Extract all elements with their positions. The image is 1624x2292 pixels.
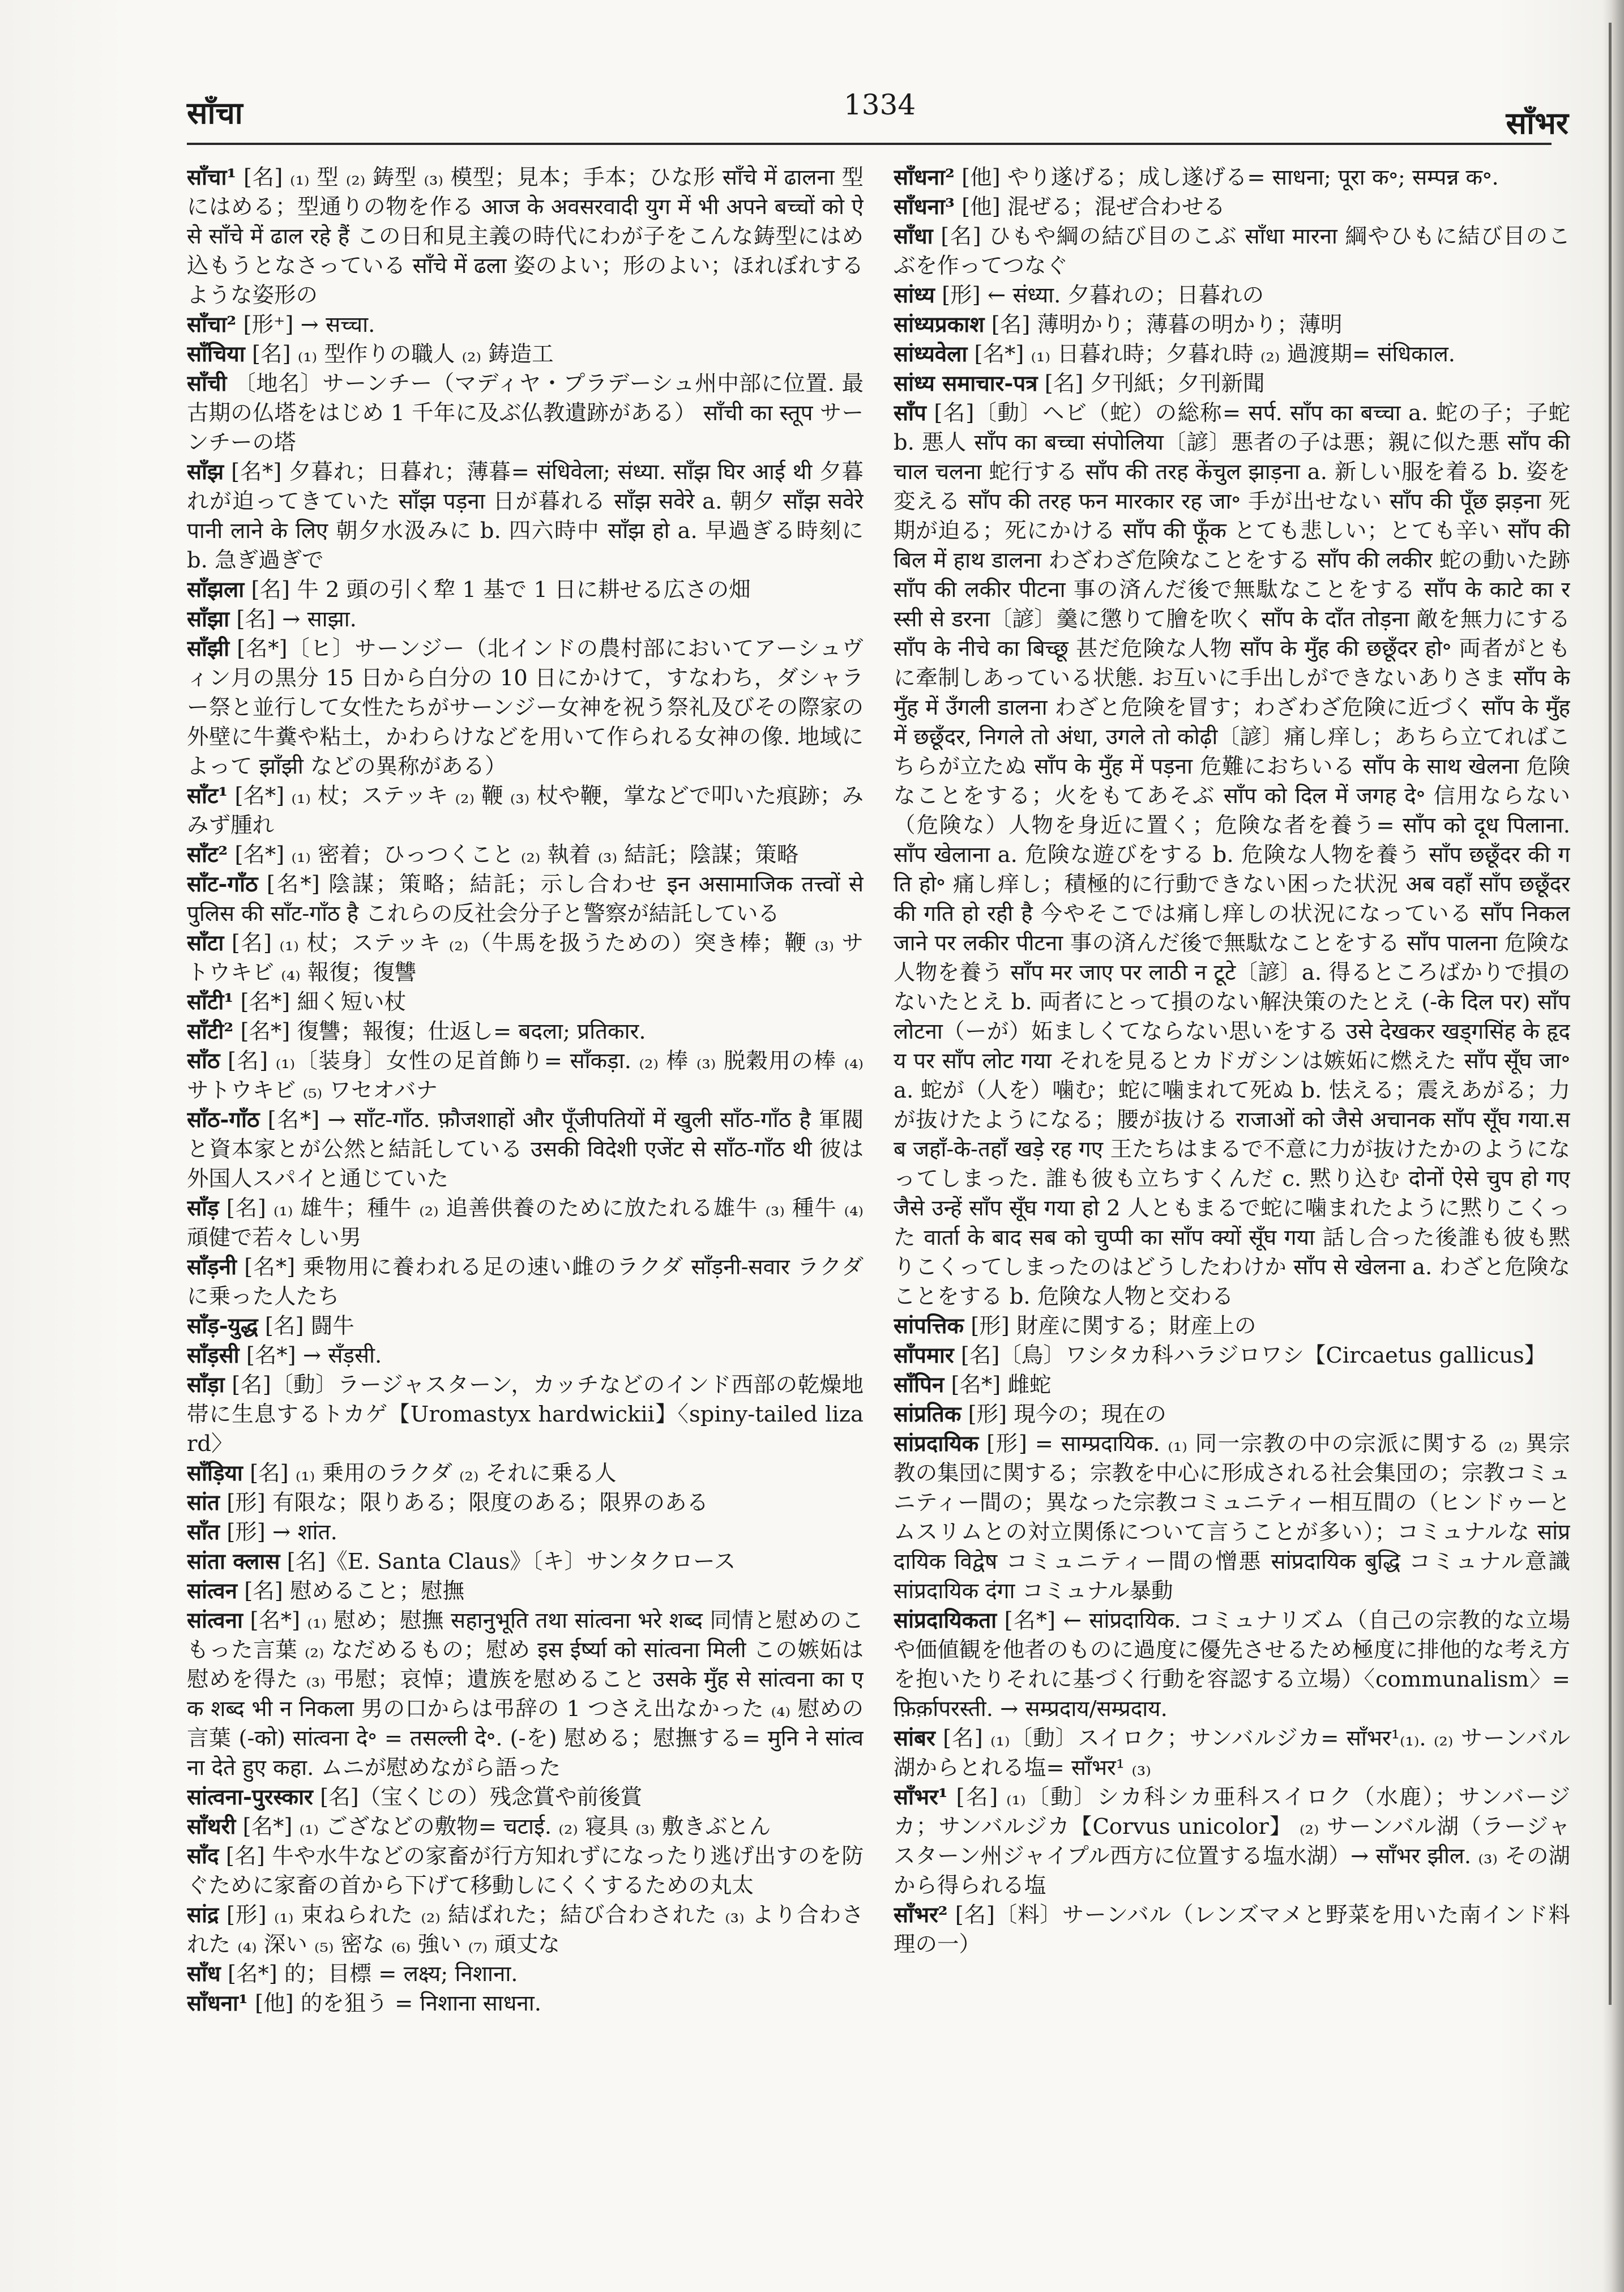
dictionary-entry [894,399,1570,1312]
entry-definition: [名*] ₍₁₎ 杖；ステッキ ₍₂₎ 鞭 ₍₃₎ 杖や鞭，掌などで叩いた痕跡；みみず腫れ [187,783,864,838]
entry-definition: [他] 混ぜる；混ぜ合わせる [961,194,1225,220]
entry-headword: सांत [187,1490,220,1516]
dictionary-entry [187,458,864,575]
entry-definition: 〔地名〕サーンチー（マディヤ・プラデーシュ州中部に位置. 最古期の仏塔をはじめ 1 千年に及ぶ仏教遺跡がある） साँची का स्तूप サーンチーの塔 [187,371,864,455]
left-column [187,163,864,2242]
entry-definition: [名]〔鳥〕ワシタカ科ハラジロワシ【Circaetus gallicus】 [960,1343,1546,1368]
entry-headword: साँड़-युद्ध [187,1313,258,1339]
entry-definition: [他] 的を狙う = निशाना साधना. [255,1991,541,2016]
entry-definition: [名*] 細く短い杖 [240,989,407,1015]
entry-definition: [名*] 雌蛇 [951,1372,1052,1398]
entry-headword: साँभर¹ [894,1785,948,1810]
entry-definition: [名] ₍₁₎ 杖；ステッキ ₍₂₎（牛馬を扱うための）突き棒；鞭 ₍₃₎ サトウキビ ₍₄₎ 報復；復讐 [187,931,864,985]
entry-definition: [名*]〔ヒ〕サーンジー（北インドの農村部においてアーシュヴィン月の黒分 15 日から白分の 10 日にかけて，すなわち，ダシャラー祭と並行して女性たちがサーンジー女神を祝う祭礼及びその際家の外壁に牛糞や粘土，かわらけなどを用いて作られる女神の像. 地域によって झाँझी などの異称がある） [187,636,864,779]
entry-definition: [名] ₍₁₎〔動〕シカ科シカ亜科スイロク（水鹿）；サンバージカ；サンバルジカ【Corvus unicolor】 ₍₂₎ サーンバル湖（ラージャスターン州ジャイプル西方に位置する塩水湖）→ साँभर झील. ₍₃₎ その湖から得られる塩 [894,1785,1570,1898]
entry-headword: सांद्र [187,1902,219,1928]
entry-definition: [名*] 乗物用に養われる足の速い雌のラクダ साँड़नी-सवार ラクダに乗った人たち [187,1254,864,1309]
entry-headword: सांत्वना-पुरस्कार [187,1785,313,1810]
entry-definition: [名*] ₍₁₎ 慰め；慰撫 सहानुभूति तथा सांत्वना भरे शब्द 同情と慰めのこもった言葉 ₍₂₎ なだめるもの；慰め इस ईर्ष्या को सांत्वना मिली この嫉妬は慰めを得た ₍₃₎ 弔慰；哀悼；遺族を慰めること उसके मुँह से सांत्वना का एक शब्द भी न निकला 男の口からは弔辞の 1 つさえ出なかった ₍₄₎ 慰めの言葉 (-को) सांत्वना दे॰ = तसल्ली दे॰. (-を) 慰める；慰撫する= मुनि ने सांत्वना देते हुए कहा. ムニが慰めながら語った [187,1608,864,1781]
entry-definition: [名]〔動〕ラージャスターン，カッチなどのインド西部の乾燥地帯に生息するトカゲ【Uromastyx hardwickii】〈spiny-tailed lizard〉 [187,1372,864,1457]
entry-headword: सांप्रदायिकता [894,1608,997,1633]
dictionary-entry [894,163,1570,193]
dictionary-entry [894,1429,1570,1606]
entry-headword: साँठ-गाँठ [187,1107,260,1133]
entry-definition: [名*] ₍₁₎ 日暮れ時；夕暮れ時 ₍₂₎ 過渡期= संधिकाल. [974,342,1456,367]
dictionary-entry [187,929,864,988]
entry-definition: [形] 現今の；現在の [968,1402,1166,1427]
header-right-guide-word: साँभर [1506,105,1569,141]
entry-headword: साँड़ [187,1196,219,1221]
entry-definition: [名]（宝くじの）残念賞や前後賞 [320,1785,643,1810]
dictionary-entry [187,1371,864,1459]
entry-headword: साँटी¹ [187,989,234,1015]
entry-headword: साँड़नी [187,1254,237,1280]
dictionary-entry [187,1312,864,1341]
dictionary-entry [187,1960,864,1989]
page-header [187,85,1569,142]
dictionary-entry [187,340,864,369]
entry-definition: [名*] 的；目標 = लक्ष्य; निशाना. [227,1961,518,1987]
dictionary-entry [187,1577,864,1606]
entry-definition: [名*] ₍₁₎ 密着；ひっつくこと ₍₂₎ 執着 ₍₃₎ 結託；陰謀；策略 [234,842,799,868]
dictionary-entry [187,1459,864,1488]
dictionary-entry [894,1400,1570,1429]
dictionary-entry [894,340,1570,369]
dictionary-entry [187,1812,864,1842]
entry-headword: साँट² [187,842,228,868]
entry-definition: [名] ₍₁₎〔動〕スイロク；サンバルジカ= साँभर¹₍₁₎. ₍₂₎ サーンバル湖からとれる塩= साँभर¹ ₍₃₎ [894,1726,1570,1781]
entry-headword: साँट¹ [187,783,228,809]
entry-headword: साँचा² [187,312,237,338]
dictionary-entry [894,1901,1570,1960]
entry-headword: साँधना² [894,165,955,190]
entry-definition: [名] ひもや綱の結び目のこぶ साँधा मारना 綱やひもに結び目のこぶを作ってつなぐ [894,224,1570,279]
dictionary-entry [187,988,864,1017]
entry-headword: साँट-गाँठ [187,872,258,897]
entry-headword: साँठ [187,1048,220,1074]
entry-definition: [形] ₍₁₎ 束ねられた ₍₂₎ 結ばれた；結び合わされた ₍₃₎ より合わされた ₍₄₎ 深い ₍₅₎ 密な ₍₆₎ 強い ₍₇₎ 頑丈な [187,1902,864,1957]
dictionary-entry [187,1547,864,1577]
entry-definition: [名] → साझा. [236,607,357,632]
entry-headword: सांध्य [894,283,935,308]
entry-headword: साँधना³ [894,194,955,220]
entry-definition: [名] ₍₁₎ 型作りの職人 ₍₂₎ 鋳造工 [251,342,554,367]
dictionary-entry [187,575,864,605]
entry-definition: [名] 慰めること；慰撫 [244,1578,465,1604]
dictionary-entry [187,634,864,782]
right-column [894,163,1570,2242]
dictionary-entry [187,163,864,310]
entry-headword: सांध्य समाचार-पत्र [894,371,1038,396]
entry-headword: सांत्वन [187,1578,237,1604]
dictionary-entry [894,1724,1570,1783]
dictionary-entry [187,1106,864,1194]
entry-definition: [名*] ← सांप्रदायिक. コミュナリズム（自己の宗教的な立場や価値観を他者のものに過度に優先させるため極度に排他的な考え方を抱いたりそれに基づく行動を容認する立場）〈communalism〉= फ़िर्क़ापरस्ती. → सम्प्रदाय/सम्प्रदाय. [894,1608,1570,1722]
entry-headword: सांध्यप्रकाश [894,312,985,338]
entry-definition: [名] ₍₁₎〔装身〕女性の足首飾り= साँकड़ा. ₍₂₎ 棒 ₍₃₎ 脱穀用の棒 ₍₄₎ サトウキビ ₍₅₎ ワセオバナ [187,1048,864,1103]
entry-definition: [名] 牛や水牛などの家畜が行方知れずになったり逃げ出すのを防ぐために家畜の首から下げて移動しにくくするための丸太 [187,1843,864,1898]
entry-headword: साँध [187,1961,221,1987]
entry-definition: [形] ← संध्या. 夕暮れの；日暮れの [942,283,1264,308]
entry-definition: [他] やり遂げる；成し遂げる= साधना; पूरा क॰; सम्पन्न क॰. [961,165,1499,190]
dictionary-entry [894,369,1570,399]
dictionary-entry [187,782,864,840]
entry-definition: [名*] 夕暮れ；日暮れ；薄暮= संधिवेला; संध्या. साँझ घिर आई थी 夕暮れが迫ってきていた साँझ पड़ना 日が暮れる साँझ सवेरे a. 朝夕 साँझ सवेरे पानी लाने के लिए 朝夕水汲みに b. 四六時中 साँझ हो a. 早過ぎる時刻に b. 急ぎ過ぎで [187,459,864,573]
dictionary-entry [894,281,1570,310]
entry-headword: साँचा¹ [187,165,237,190]
entry-headword: साँपिन [894,1372,945,1398]
entry-headword: साँचिया [187,342,245,367]
dictionary-entry [187,1017,864,1047]
entry-headword: साँभर² [894,1902,948,1928]
entry-headword: साँधना¹ [187,1991,248,2016]
dictionary-entry [894,222,1570,281]
entry-definition: [名*] ₍₁₎ ござなどの敷物= चटाई. ₍₂₎ 寝具 ₍₃₎ 敷きぶとん [242,1814,771,1839]
entry-headword: साँझा [187,607,230,632]
page-number: 1334 [844,88,916,121]
entry-definition: [名] 薄明かり；薄暮の明かり；薄明 [991,312,1343,338]
entry-headword: सांध्यवेला [894,342,968,367]
entry-headword: सांबर [894,1726,935,1751]
dictionary-entry [894,1341,1570,1371]
entry-definition: [名]《E. Santa Claus》〔キ〕サンタクロース [287,1549,736,1574]
entry-definition: [名*] → साँट-गाँठ. फ़ौजशाहों और पूँजीपतियों में खुली साँठ-गाँठ है 軍閥と資本家とが公然と結託している उसकी विदेशी एजेंट से साँठ-गाँठ थी 彼は外国人スパイと通じていた [187,1107,864,1192]
entry-definition: [名] ₍₁₎ 雄牛；種牛 ₍₂₎ 追善供養のために放たれる雄牛 ₍₃₎ 種牛 ₍₄₎ 頑健で若々しい男 [187,1196,864,1250]
entry-definition: [名*] → सँड़सी. [246,1343,382,1368]
entry-headword: सांप्रदायिक [894,1431,979,1457]
entry-definition: [名] 闘牛 [264,1313,354,1339]
dictionary-entry [187,870,864,929]
dictionary-entry [894,1783,1570,1901]
dictionary-entry [187,1047,864,1106]
entry-definition: [名*] 復讐；報復；仕返し= बदला; प्रतिकार. [240,1019,646,1044]
dictionary-entry [187,1989,864,2018]
entry-headword: साँझी [187,636,230,661]
entry-headword: साँझला [187,577,245,603]
entry-definition: [名] ₍₁₎ 型 ₍₂₎ 鋳型 ₍₃₎ 模型；見本；手本；ひな形 साँचे में ढालना 型にはめる；型通りの物を作る आज के अवसरवादी युग में भी अपने बच्चों को ऐसे साँचे में ढाल रहे हैं この日和見主義の時代にわが子をこんな鋳型にはめ込もうとなさっている साँचे में ढला 姿のよい；形のよい；ほれぼれするような姿形の [187,165,864,308]
entry-headword: साँची [187,371,227,396]
dictionary-entry [187,1341,864,1371]
dictionary-entry [894,1371,1570,1400]
dictionary-entry [894,1606,1570,1724]
dictionary-entry [894,1312,1570,1341]
dictionary-entry [894,193,1570,222]
entry-definition: [形] → शांत. [226,1520,337,1545]
entry-definition: [形⁺] → सच्चा. [243,312,375,338]
entry-definition: [名] 牛 2 頭の引く犂 1 基で 1 日に耕せる広さの畑 [251,577,751,603]
entry-headword: सांपत्तिक [894,1313,964,1339]
entry-definition: [名] ₍₁₎ 乗用のラクダ ₍₂₎ それに乗る人 [250,1461,617,1486]
dictionary-entry [187,1488,864,1518]
entry-headword: साँड़िया [187,1461,243,1486]
entry-definition: [名]〔動〕ヘビ（蛇）の総称= सर्प. साँप का बच्चा a. 蛇の子；子蛇 b. 悪人 साँप का बच्चा संपोलिया〔諺〕悪者の子は悪；親に似た悪 साँप की चाल चलना 蛇行する साँप की तरह केंचुल झाड़ना a. 新しい服を着る b. 姿を変える साँप की तरह फन मारकार रह जा॰ 手が出せない साँप की पूँछ झड़ना 死期が迫る；死にかける साँप की फूँक とても悲しい；とても辛い साँप की बिल में हाथ डालना わざわざ危険なことをする साँप की लकीर 蛇の動いた跡 साँप की लकीर पीटना 事の済んだ後で無駄なことをする साँप के काटे का रस्सी से डरना〔諺〕羹に懲りて膾を吹く साँप के दाँत तोड़ना 敵を無力にする साँप के नीचे का बिच्छू 甚だ危険な人物 साँप के मुँह की छछूँदर हो॰ 両者がともに牽制しあっている状態. お互いに手出しができないありさま साँप के मुँह में उँगली डालना わざと危険を冒す；わざわざ危険に近づく साँप के मुँह में छछूँदर, निगले तो अंधा, उगले तो कोढ़ी〔諺〕痛し痒し；あちら立てればこちらが立たぬ साँप के मुँह में पड़ना 危難におちいる साँप के साथ खेलना 危険なことをする；火をもてあそぶ साँप को दिल में जगह दे॰ 信用ならない（危険な）人物を身近に置く；危険な者を養う= साँप को दूध पिलाना. साँप खेलाना a. 危険な遊びをする b. 危険な人物を養う साँप छछूँदर की गति हो॰ 痛し痒し；積極的に行動できない困った状況 अब वहाँ साँप छछूँदर की गति हो रही है 今やそこでは痛し痒しの状況になっている साँप निकल जाने पर लकीर पीटना 事の済んだ後で無駄なことをする साँप पालना 危険な人物を養う साँप मर जाए पर लाठी न टूटे〔諺〕a. 得るところばかりで損のないたとえ b. 両者にとって損のない解決策のたとえ (-के दिल पर) साँप लोटना（ーが）妬ましくてならない思いをする उसे देखकर खड्गसिंह के हृदय पर साँप लोट गया それを見るとカドガシンは嫉妬に燃えた साँप सूँघ जा॰ a. 蛇が（人を）噛む；蛇に噛まれて死ぬ b. 怯える；震えあがる；力が抜けたようになる；腰が抜ける राजाओं को जैसे अचानक साँप सूँघ गया.सब जहाँ-के-तहाँ खड़े रह गए 王たちはまるで不意に力が抜けたかのようになってしまった. 誰も彼も立ちすくんだ c. 黙り込む दोनों ऐसे चुप हो गए जैसे उन्हें साँप सूँघ गया हो 2 人ともまるで蛇に噛まれたように黙りこくった वार्ता के बाद सब को चुप्पी का साँप क्यों सूँघ गया 話し合った後誰も彼も黙りこくってしまったのはどうしたわけか साँप से खेलना a. わざと危険なことをする b. 危険な人物と交わる [894,400,1570,1309]
dictionary-entry [187,310,864,340]
dictionary-entry [187,1253,864,1312]
entry-definition: [形] 有限な；限りある；限度のある；限界のある [226,1490,708,1516]
page-edge-shadow [1602,0,1624,2292]
entry-definition: [形] = साम्प्रदायिक. ₍₁₎ 同一宗教の中の宗派に関する ₍₂₎ 異宗教の集団に関する；宗教を中心に形成される社会集団の；宗教コミュニティー間の；異なった宗教コミュニティー相互間の（ヒンドゥーとムスリムとの対立関係について言うことが多い）；コミュナルな सांप्रदायिक विद्वेष コミュニティー間の憎悪 सांप्रदायिक बुद्धि コミュナル意識 सांप्रदायिक दंगा コミュナル暴動 [894,1431,1570,1604]
entry-headword: साँद [187,1843,219,1869]
entry-definition: [形] 財産に関する；財産上の [971,1313,1257,1339]
dictionary-entry [187,840,864,870]
dictionary-entry [187,1518,864,1547]
page-edge-line [1609,23,1612,2005]
entry-headword: साँथरी [187,1814,236,1839]
entry-definition: [名] 夕刊紙；夕刊新聞 [1044,371,1265,396]
entry-headword: साँपमार [894,1343,954,1368]
dictionary-entry [187,1842,864,1901]
entry-headword: साँटा [187,931,224,956]
dictionary-entry [187,1606,864,1783]
entry-headword: साँप [894,400,926,426]
entry-headword: साँड़ा [187,1372,225,1398]
entry-headword: साँझ [187,459,224,485]
entry-headword: सांप्रतिक [894,1402,961,1427]
entry-headword: साँत [187,1520,220,1545]
entry-headword: सांत्वना [187,1608,243,1633]
dictionary-entry [187,1194,864,1253]
entry-definition: [名*] 陰謀；策略；結託；示し合わせ इन असामाजिक तत्त्वों से पुलिस की साँट-गाँठ है これらの反社会分子と警察が結託している [187,872,864,927]
entry-headword: साँधा [894,224,933,249]
dictionary-entry [894,310,1570,340]
entry-headword: सांता क्लास [187,1549,280,1574]
entry-headword: साँटी² [187,1019,234,1044]
dictionary-entry [187,369,864,458]
dictionary-entry [187,1901,864,1960]
dictionary-entry [187,605,864,634]
header-left-guide-word: साँचा [187,95,243,131]
header-rule [187,143,1552,145]
dictionary-entry [187,1783,864,1812]
entry-definition: [名]〔料〕サーンバル（レンズマメと野菜を用いた南インド料理の一） [894,1902,1570,1957]
entry-headword: साँड़सी [187,1343,240,1368]
